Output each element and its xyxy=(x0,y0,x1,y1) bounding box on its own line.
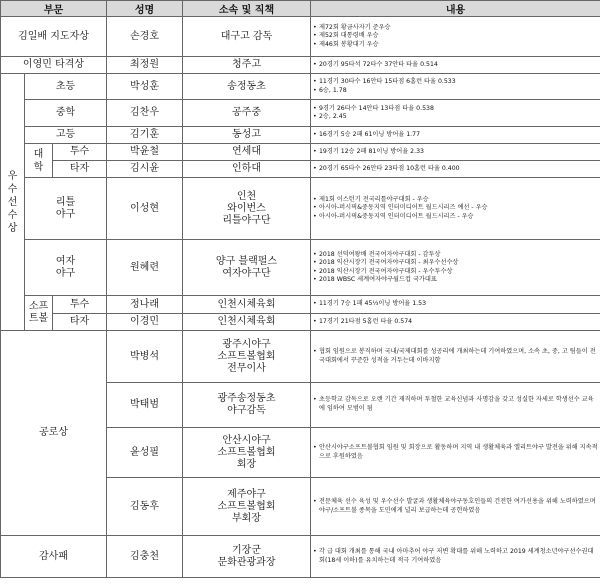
detail-paragraph: • 전문체육 선수 육성 및 우수선수 발굴과 생활체육야구동호인들의 건전한 여가선용을 위해 노력하였으며 야구/소프트볼 종목을 도민에게 널리 보급하는데 공헌하였음 xyxy=(313,498,598,515)
org-cell: 청주고 xyxy=(183,57,311,74)
details-cell xyxy=(311,100,600,127)
detail-item: • 제52회 대통령배 우승 xyxy=(313,32,598,40)
header-row xyxy=(1,1,600,17)
name-cell: 최정원 xyxy=(107,57,183,74)
details-cell xyxy=(311,383,600,428)
table-row xyxy=(1,240,600,296)
org-cell: 기장군 문화관광과장 xyxy=(183,536,311,578)
details-cell xyxy=(311,17,600,57)
name-cell: 원혜련 xyxy=(107,240,183,296)
table-row xyxy=(1,331,600,383)
name-cell: 김시윤 xyxy=(107,161,183,178)
detail-item: • 9경기 26타수 14안타 13타점 타율 0.538 xyxy=(313,105,598,113)
category-cell: 이영민 타격상 xyxy=(1,57,107,74)
table-row xyxy=(1,161,600,178)
org-cell: 인천시체육회 xyxy=(183,296,311,314)
header-category: 부문 xyxy=(1,1,107,17)
table-row xyxy=(1,536,600,578)
details-cell xyxy=(311,178,600,240)
org-cell: 공주중 xyxy=(183,100,311,127)
detail-item: • 2018 익산시장기 전국여자야구대회 - 우수투수상 xyxy=(313,268,598,276)
details-cell xyxy=(311,314,600,331)
detail-item: • 2018 선덕여왕배 전국여자야구대회 - 감투상 xyxy=(313,251,598,259)
detail-item: • 20경기 65타수 26안타 23타점 10홈런 타율 0.400 xyxy=(313,165,598,173)
subcategory-university: 대 학 xyxy=(25,144,53,178)
position-cell: 투수 xyxy=(53,144,107,161)
detail-item: • 제46회 봉황대기 우승 xyxy=(313,41,598,49)
table-row xyxy=(1,57,600,74)
detail-paragraph: • 각 급 대회 개최를 통해 국내 아마추어 야구 저변 확대를 위해 노력하고 2019 세계청소년야구선수권대회(18세 이하)를 유치하는데 적극 기여하였음 xyxy=(313,548,598,565)
name-cell: 김충천 xyxy=(107,536,183,578)
name-cell: 김찬우 xyxy=(107,100,183,127)
header-details: 내용 xyxy=(311,1,600,17)
position-cell: 타자 xyxy=(53,314,107,331)
detail-item: • 6승, 1.78 xyxy=(313,87,598,95)
table-row xyxy=(1,296,600,314)
detail-item: • 제72회 황금사자기 준우승 xyxy=(313,24,598,32)
table-row xyxy=(1,17,600,57)
detail-item: • 아시아-퍼시픽&중동지역 인터미디어트 월드시리즈 - 우승 xyxy=(313,213,598,221)
subcategory-cell: 중학 xyxy=(25,100,107,127)
org-cell: 광주시야구 소프트볼협회 전무이사 xyxy=(183,331,311,383)
subcategory-cell: 여자 야구 xyxy=(25,240,107,296)
subcategory-cell: 초등 xyxy=(25,74,107,100)
detail-item: • 17경기 21타점 5홈런 타율 0.574 xyxy=(313,318,598,326)
detail-item: • 아시아-퍼시픽&중동지역 인터미디어트 월드시리즈 예선 - 우승 xyxy=(313,204,598,212)
org-cell: 대구고 감독 xyxy=(183,17,311,57)
details-cell xyxy=(311,161,600,178)
details-cell xyxy=(311,74,600,100)
name-cell: 이경민 xyxy=(107,314,183,331)
detail-item: • 2승, 2.45 xyxy=(313,113,598,121)
details-cell xyxy=(311,428,600,478)
table-row xyxy=(1,178,600,240)
name-cell: 박성훈 xyxy=(107,74,183,100)
position-cell: 투수 xyxy=(53,296,107,314)
header-org: 소속 및 직책 xyxy=(183,1,311,17)
detail-item: • 19경기 12승 2패 81이닝 방어율 2.33 xyxy=(313,148,598,156)
category-cell: 감사패 xyxy=(1,536,107,578)
category-excellent-player: 우 수 선 수 상 xyxy=(1,74,25,331)
details-cell xyxy=(311,478,600,536)
details-cell xyxy=(311,144,600,161)
details-cell xyxy=(311,331,600,383)
org-cell: 송정동초 xyxy=(183,74,311,100)
table-row xyxy=(1,144,600,161)
detail-item: • 11경기 7승 1패 45⅓이닝 방어율 1.53 xyxy=(313,300,598,308)
table-row xyxy=(1,127,600,144)
org-cell: 인천 와이번스 리틀야구단 xyxy=(183,178,311,240)
org-cell: 양구 블랙펄스 여자야구단 xyxy=(183,240,311,296)
org-cell: 광주송정동초 야구감독 xyxy=(183,383,311,428)
table-row xyxy=(1,100,600,127)
subcategory-softball: 소프트볼 xyxy=(25,296,53,331)
subcategory-cell: 고등 xyxy=(25,127,107,144)
position-cell: 타자 xyxy=(53,161,107,178)
details-cell xyxy=(311,240,600,296)
org-cell: 연세대 xyxy=(183,144,311,161)
name-cell: 손경호 xyxy=(107,17,183,57)
name-cell: 정나래 xyxy=(107,296,183,314)
detail-item: • 20경기 95타석 72타수 37안타 타율 0.514 xyxy=(313,61,598,69)
category-cell: 공로상 xyxy=(1,331,107,536)
detail-paragraph: • 초등학교 감독으로 오랜 기간 재직하며 투철한 교육신념과 사명감을 갖고 성실한 자세로 학생선수 교육에 임하여 모범이 됨 xyxy=(313,396,598,413)
detail-paragraph: • 안산시야구소프트볼협회 임원 및 회장으로 활동하며 지역 내 생활체육과 엘리트야구 발전을 위해 지속적으로 후원하였음 xyxy=(313,444,598,461)
org-cell: 제주야구 소프트볼협회 부회장 xyxy=(183,478,311,536)
name-cell: 윤성필 xyxy=(107,428,183,478)
detail-paragraph: • 협회 임원으로 봉직하며 국내/국제대회를 성공리에 개최하는데 기여하였으며, 소속 초, 중, 고 팀들이 전국대회에서 꾸준한 성적을 거두는데 이바지함 xyxy=(313,348,598,365)
name-cell: 이성현 xyxy=(107,178,183,240)
name-cell: 김동후 xyxy=(107,478,183,536)
subcategory-cell: 리틀 야구 xyxy=(25,178,107,240)
detail-item: • 제1회 이스턴기 전국리틀야구대회 - 우승 xyxy=(313,196,598,204)
category-cell: 김일배 지도자상 xyxy=(1,17,107,57)
detail-item: • 16경기 5승 2패 61이닝 방어율 1.77 xyxy=(313,131,598,139)
name-cell: 김기훈 xyxy=(107,127,183,144)
details-cell xyxy=(311,296,600,314)
org-cell: 동성고 xyxy=(183,127,311,144)
org-cell: 안산시야구 소프트볼협회 회장 xyxy=(183,428,311,478)
details-cell xyxy=(311,127,600,144)
detail-item: • 11경기 30타수 16안타 15타점 6홈런 타율 0.533 xyxy=(313,78,598,86)
details-cell xyxy=(311,57,600,74)
org-cell: 인천시체육회 xyxy=(183,314,311,331)
details-cell xyxy=(311,536,600,578)
detail-item: • 2018 익산시장기 전국여자야구대회 - 최우수선수상 xyxy=(313,259,598,267)
table-row xyxy=(1,74,600,100)
name-cell: 박태범 xyxy=(107,383,183,428)
table-row xyxy=(1,314,600,331)
name-cell: 박윤철 xyxy=(107,144,183,161)
header-name: 성명 xyxy=(107,1,183,17)
name-cell: 박병석 xyxy=(107,331,183,383)
org-cell: 인하대 xyxy=(183,161,311,178)
detail-item: • 2018 WBSC 세계여자야구월드컵 국가대표 xyxy=(313,276,598,284)
